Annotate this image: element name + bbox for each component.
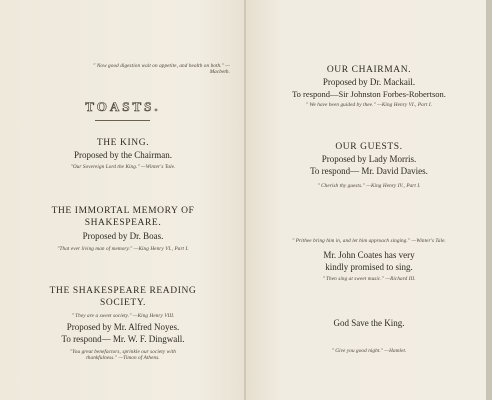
music-line2: kindly promised to sing. [325,262,413,272]
toasts-heading: TOASTS. [85,99,161,114]
music-quote1: " Prithee bring him in, and let him approach singing." —Winter's Tale. [292,238,446,244]
epigraph [20,63,230,75]
anthem-quote: " Give you good night." —Hamlet. [331,348,407,354]
toast-guests-title: OUR GUESTS. [335,142,403,152]
toast-memory-quote: "That ever living man of memory." —King Henry VI., Part I. [57,246,189,252]
heading-rule [95,120,150,121]
toast-guests-proposer: Proposed by Lady Morris. [321,154,417,164]
toast-society-quote2 [10,349,236,361]
toast-king-quote: "Our Sovereign Lord the King." —Winter's Tale. [70,164,176,170]
epigraph-text: " Now good digestion wait on appetite, and health on both." — [93,63,230,69]
toast-chairman-title: OUR CHAIRMAN. [326,65,412,75]
toast-chairman-quote: " We have been guided by thee." —King Henry VI., Part I. [305,102,433,108]
toast-king-title: THE KING. [96,138,150,148]
anthem-title: God Save the King. [333,318,405,328]
toast-memory-title-line1: THE IMMORTAL MEMORY OF [51,206,195,216]
toast-society-proposer: Proposed by Mr. Alfred Noyes. [66,322,180,332]
toast-guests-responder: To respond— Mr. David Davies. [310,166,428,176]
toast-society-responder: To respond— Mr. W. F. Dingwall. [61,334,185,344]
right-page [246,0,492,400]
epigraph-source: Macbeth. [209,69,230,75]
toast-chairman-responder: To respond—Sir Johnston Forbes-Robertson. [292,89,446,99]
toast-guests-quote: " Cherish thy guests." —King Henry IV., Part I. [317,183,421,189]
toast-society-quote2-line1: "You great benefactors, sprinkle our society with [70,349,176,355]
music-line1: Mr. John Coates has very [323,250,415,260]
toast-society-quote2-line2: thankfulness." —Timon of Athens. [86,355,160,361]
toast-society-title-line2: SOCIETY. [99,298,147,308]
toast-society-quote1: " They are a sweet society." —King Henry VIII. [71,313,175,319]
page-edge [486,0,492,400]
toast-memory-title-line2: SHAKESPEARE. [84,218,162,228]
toast-memory-proposer: Proposed by Dr. Boas. [82,231,164,241]
toast-society-title-line1: THE SHAKESPEARE READING [49,286,197,296]
toast-chairman-proposer: Proposed by Dr. Mackail. [322,77,416,87]
music-quote2: " Then sing at sweet music." —Richard III. [322,276,416,282]
toast-king-proposer: Proposed by the Chairman. [74,150,172,160]
